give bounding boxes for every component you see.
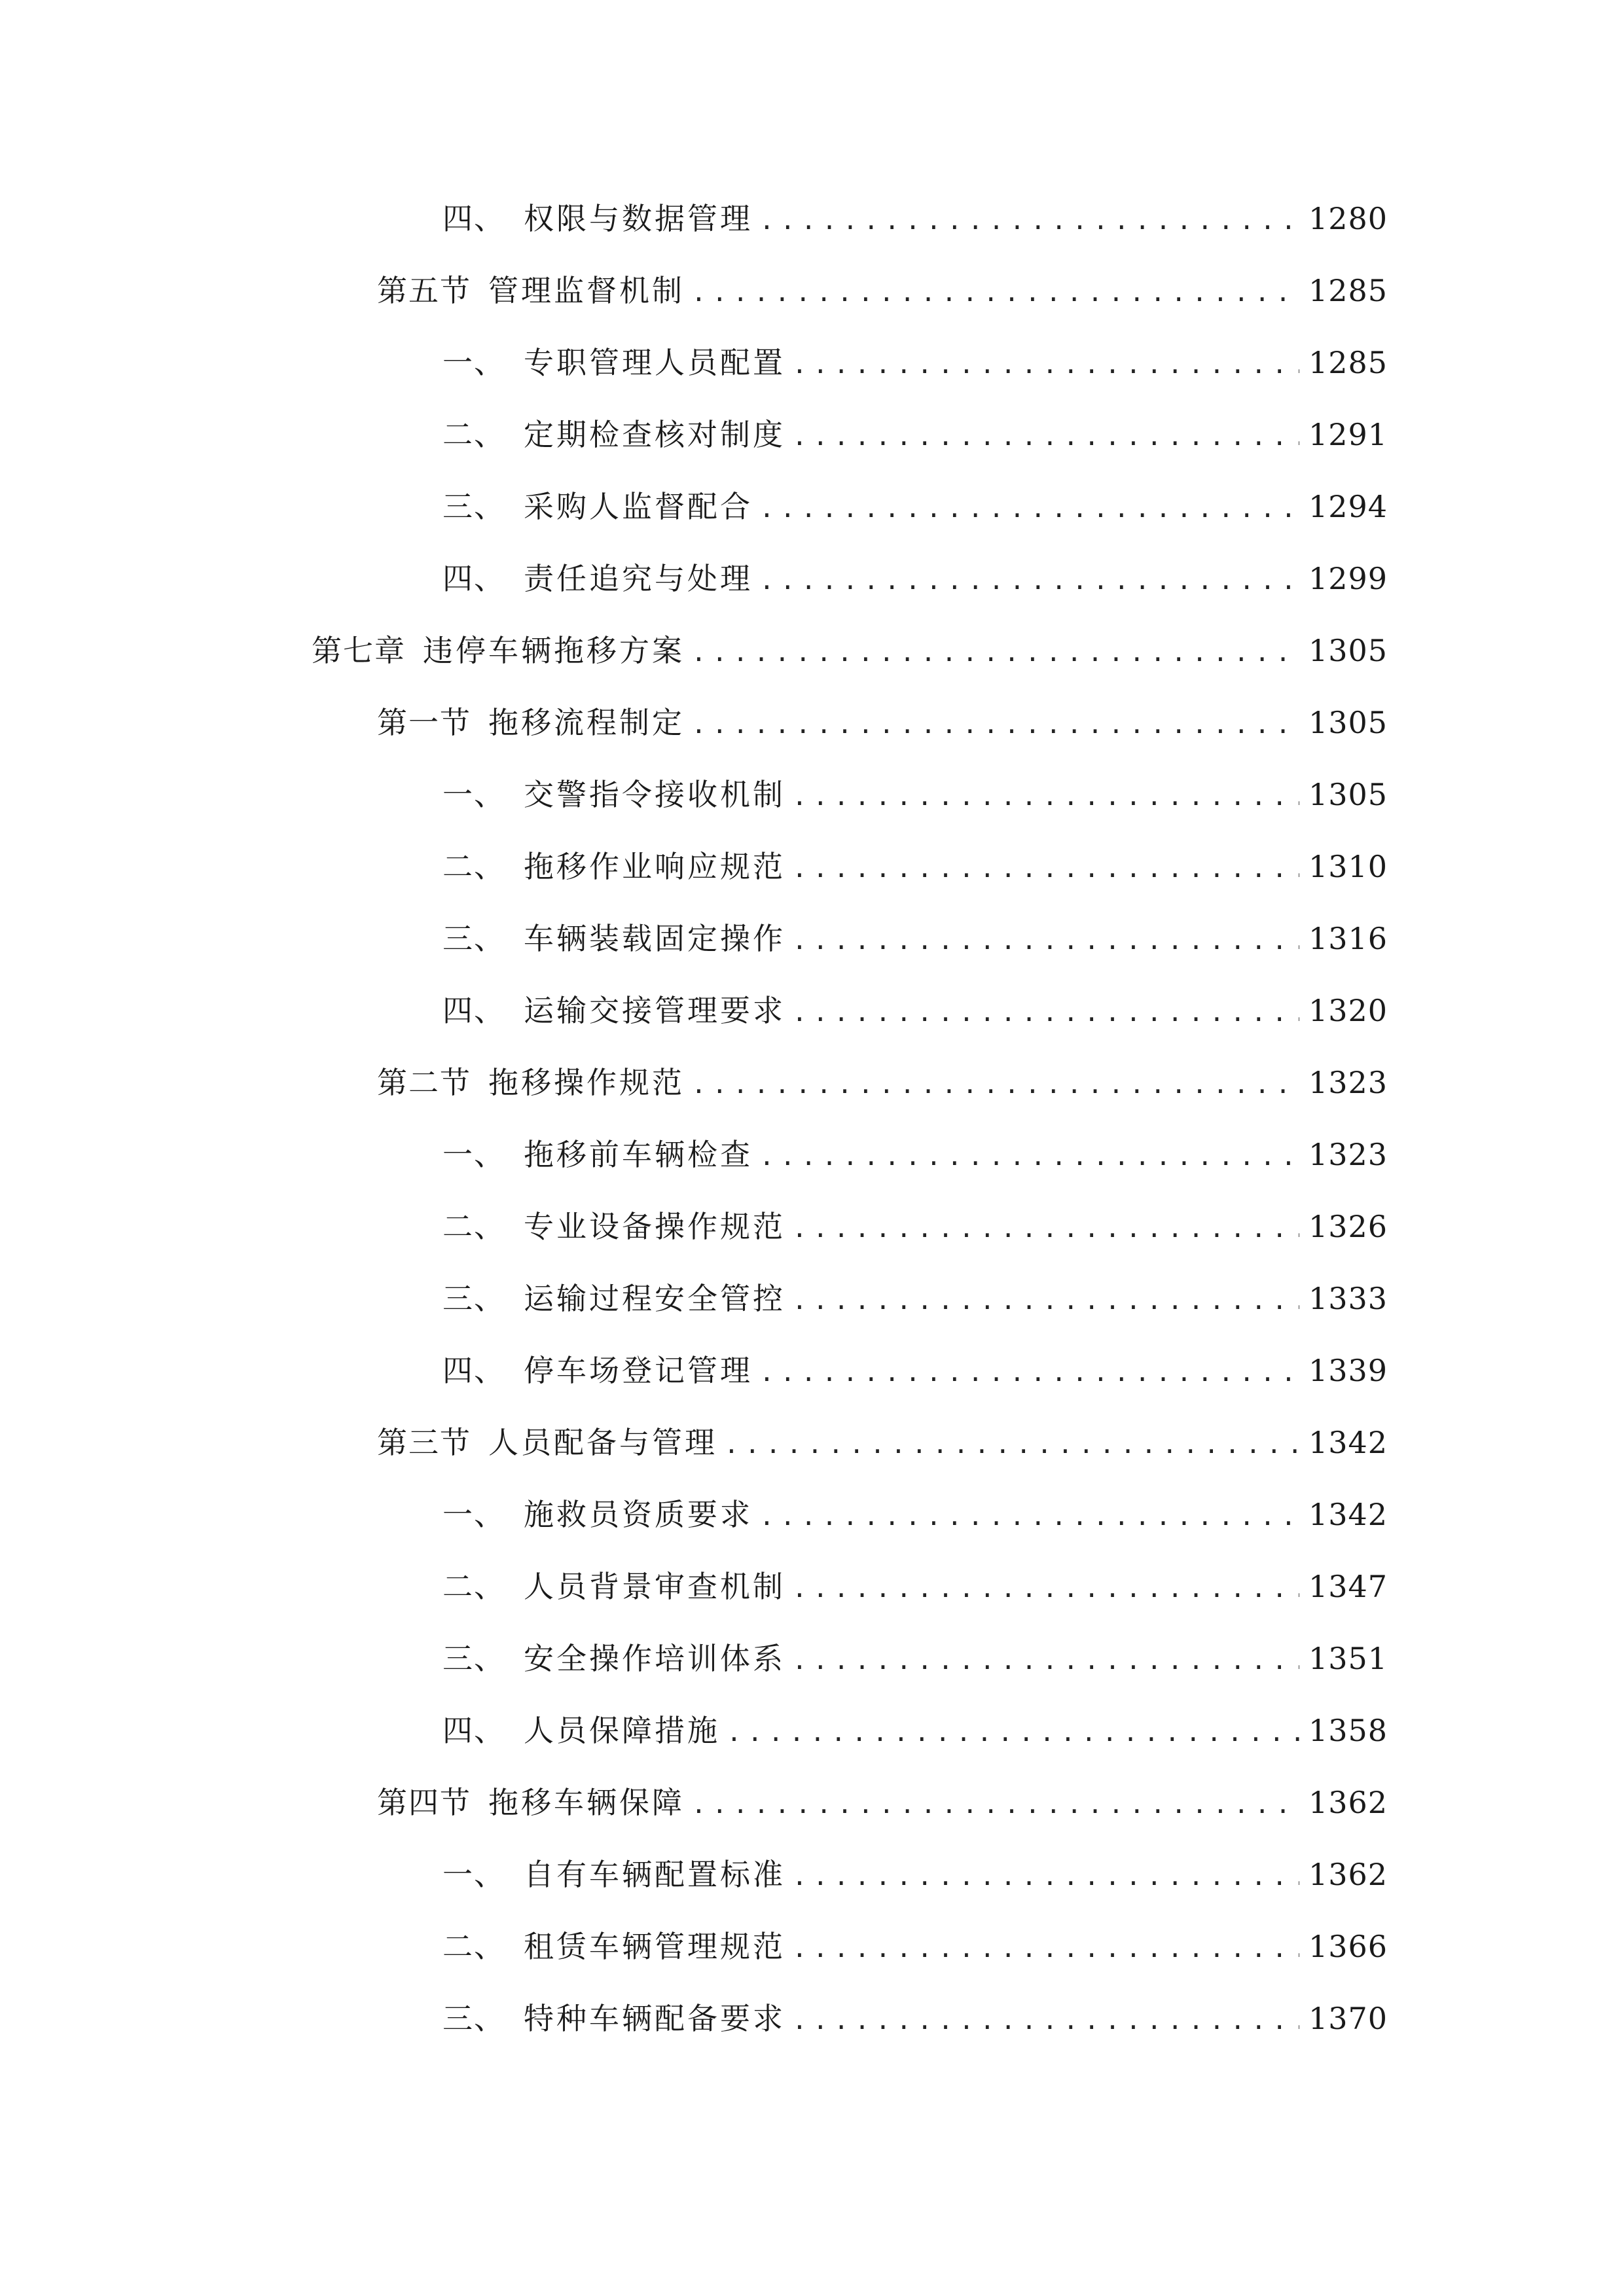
dot-leader: [792, 993, 1299, 1032]
toc-entry-prefix: 三、: [442, 921, 505, 956]
toc-entry-prefix: 三、: [442, 489, 505, 524]
toc-entry-title: 自有车辆配置标准: [524, 1857, 785, 1892]
toc-entry-title: 拖移前车辆检查: [524, 1137, 753, 1172]
toc-entry-prefix: 第四节: [377, 1785, 471, 1820]
dot-leader: [727, 1713, 1299, 1752]
toc-entry-title: 拖移车辆保障: [488, 1785, 685, 1820]
toc-entry-title: 运输过程安全管控: [524, 1281, 785, 1316]
dot-leader: [792, 777, 1299, 816]
dot-leader: [759, 489, 1299, 528]
toc-entry[interactable]: [442, 775, 1388, 814]
dot-leader: [792, 1929, 1299, 1968]
dot-leader: [792, 1281, 1299, 1320]
toc-entry-title: 拖移操作规范: [488, 1065, 685, 1100]
dot-leader: [792, 849, 1299, 888]
toc-entry-page: 1291: [1308, 417, 1388, 452]
toc-entry-prefix: 一、: [442, 1137, 505, 1172]
toc-entry-prefix: 二、: [442, 417, 505, 452]
toc-entry[interactable]: [377, 1423, 1388, 1462]
dot-leader: [792, 1569, 1299, 1608]
toc-entry[interactable]: [442, 343, 1388, 382]
toc-entry[interactable]: [442, 415, 1388, 454]
toc-entry-title: 施救员资质要求: [524, 1497, 753, 1532]
dot-leader: [792, 1641, 1299, 1680]
toc-entry[interactable]: [442, 1207, 1388, 1246]
dot-leader: [724, 1425, 1299, 1464]
toc-entry-prefix: 三、: [442, 1641, 505, 1676]
toc-entry-title: 交警指令接收机制: [524, 777, 785, 812]
toc-entry-prefix: 一、: [442, 777, 505, 812]
toc-entry-title: 停车场登记管理: [524, 1353, 753, 1388]
toc-entry-prefix: 四、: [442, 201, 505, 236]
dot-leader: [691, 273, 1299, 312]
toc-entry-prefix: 二、: [442, 1569, 505, 1604]
toc-entry-page: 1305: [1308, 633, 1388, 668]
toc-entry[interactable]: [442, 1279, 1388, 1318]
toc-entry-title: 特种车辆配备要求: [524, 2001, 785, 2036]
dot-leader: [759, 1497, 1299, 1536]
toc-entry-prefix: 第二节: [377, 1065, 471, 1100]
toc-entry-title: 采购人监督配合: [524, 489, 753, 524]
toc-entry[interactable]: [442, 1495, 1388, 1534]
toc-entry-title: 违停车辆拖移方案: [423, 633, 685, 668]
toc-entry-prefix: 四、: [442, 561, 505, 596]
toc-entry[interactable]: [442, 1567, 1388, 1606]
toc-entry-page: 1326: [1308, 1209, 1388, 1244]
toc-entry-prefix: 二、: [442, 1929, 505, 1964]
dot-leader: [792, 417, 1299, 456]
toc-entry[interactable]: [312, 631, 1388, 670]
toc-entry-page: 1351: [1308, 1641, 1388, 1676]
toc-entry-page: 1310: [1308, 849, 1388, 884]
toc-entry-page: 1299: [1308, 561, 1388, 596]
toc-entry-title: 人员配备与管理: [488, 1425, 717, 1460]
toc-entry[interactable]: [377, 1063, 1388, 1102]
toc-entry-page: 1323: [1308, 1137, 1388, 1172]
toc-entry[interactable]: [442, 1639, 1388, 1678]
toc-entry[interactable]: [442, 1927, 1388, 1966]
toc-entry-page: 1305: [1308, 705, 1388, 740]
toc-entry[interactable]: [377, 271, 1388, 310]
toc-entry-prefix: 四、: [442, 1353, 505, 1388]
toc-entry[interactable]: [442, 991, 1388, 1030]
dot-leader: [792, 345, 1299, 384]
dot-leader: [759, 1137, 1299, 1176]
toc-entry-page: 1362: [1308, 1857, 1388, 1892]
toc-entry-title: 安全操作培训体系: [524, 1641, 785, 1676]
toc-entry-title: 专职管理人员配置: [524, 345, 785, 380]
toc-entry-title: 权限与数据管理: [524, 201, 753, 236]
dot-leader: [759, 561, 1299, 600]
dot-leader: [792, 921, 1299, 960]
toc-entry-title: 拖移流程制定: [488, 705, 685, 740]
toc-entry[interactable]: [442, 487, 1388, 526]
toc-entry[interactable]: [442, 847, 1388, 886]
toc-entry[interactable]: [442, 1135, 1388, 1174]
toc-entry-page: 1316: [1308, 921, 1388, 956]
toc-entry-page: 1358: [1308, 1713, 1388, 1748]
toc-entry-page: 1285: [1308, 345, 1388, 380]
dot-leader: [759, 1353, 1299, 1392]
toc-entry[interactable]: [442, 919, 1388, 958]
toc-entry-title: 定期检查核对制度: [524, 417, 785, 452]
toc-entry-page: 1294: [1308, 489, 1388, 524]
toc-entry-page: 1362: [1308, 1785, 1388, 1820]
toc-entry-title: 专业设备操作规范: [524, 1209, 785, 1244]
toc-entry-page: 1342: [1308, 1497, 1388, 1532]
dot-leader: [759, 201, 1299, 240]
toc-entry-prefix: 三、: [442, 1281, 505, 1316]
toc-entry-page: 1366: [1308, 1929, 1388, 1964]
toc-entry-prefix: 一、: [442, 345, 505, 380]
toc-entry-page: 1370: [1308, 2001, 1388, 2036]
toc-entry-prefix: 四、: [442, 993, 505, 1028]
toc-entry[interactable]: [442, 1999, 1388, 2038]
toc-entry-prefix: 一、: [442, 1497, 505, 1532]
dot-leader: [691, 1065, 1299, 1104]
toc-entry[interactable]: [442, 1711, 1388, 1750]
toc-entry-title: 车辆装载固定操作: [524, 921, 785, 956]
toc-entry[interactable]: [377, 1783, 1388, 1822]
toc-entry-page: 1333: [1308, 1281, 1388, 1316]
toc-entry-title: 人员保障措施: [524, 1713, 720, 1748]
toc-entry-prefix: 三、: [442, 2001, 505, 2036]
dot-leader: [691, 1785, 1299, 1824]
toc-entry[interactable]: [442, 1855, 1388, 1894]
toc-entry-prefix: 第七章: [312, 633, 406, 668]
toc-entry-title: 拖移作业响应规范: [524, 849, 785, 884]
toc-entry-prefix: 四、: [442, 1713, 505, 1748]
toc-entry-prefix: 第五节: [377, 273, 471, 308]
toc-entry[interactable]: [442, 1351, 1388, 1390]
dot-leader: [792, 1209, 1299, 1248]
toc-entry-page: 1323: [1308, 1065, 1388, 1100]
toc-entry-prefix: 第一节: [377, 705, 471, 740]
dot-leader: [691, 633, 1299, 672]
toc-entry-page: 1339: [1308, 1353, 1388, 1388]
toc-entry[interactable]: [442, 559, 1388, 598]
dot-leader: [792, 2001, 1299, 2040]
toc-entry-prefix: 二、: [442, 849, 505, 884]
toc-entry-title: 运输交接管理要求: [524, 993, 785, 1028]
toc-entry[interactable]: [442, 199, 1388, 238]
toc-entry-page: 1305: [1308, 777, 1388, 812]
toc-entry-page: 1320: [1308, 993, 1388, 1028]
toc-entry-title: 租赁车辆管理规范: [524, 1929, 785, 1964]
toc-entry-page: 1347: [1308, 1569, 1388, 1604]
toc-entry-title: 责任追究与处理: [524, 561, 753, 596]
toc-entry-page: 1285: [1308, 273, 1388, 308]
toc-entry[interactable]: [377, 703, 1388, 742]
dot-leader: [792, 1857, 1299, 1896]
toc-entry-prefix: 二、: [442, 1209, 505, 1244]
toc-entry-title: 管理监督机制: [488, 273, 685, 308]
toc-entry-prefix: 第三节: [377, 1425, 471, 1460]
toc-entry-page: 1280: [1308, 201, 1388, 236]
toc-entry-title: 人员背景审查机制: [524, 1569, 785, 1604]
toc-entry-prefix: 一、: [442, 1857, 505, 1892]
toc-entry-page: 1342: [1308, 1425, 1388, 1460]
dot-leader: [691, 705, 1299, 744]
